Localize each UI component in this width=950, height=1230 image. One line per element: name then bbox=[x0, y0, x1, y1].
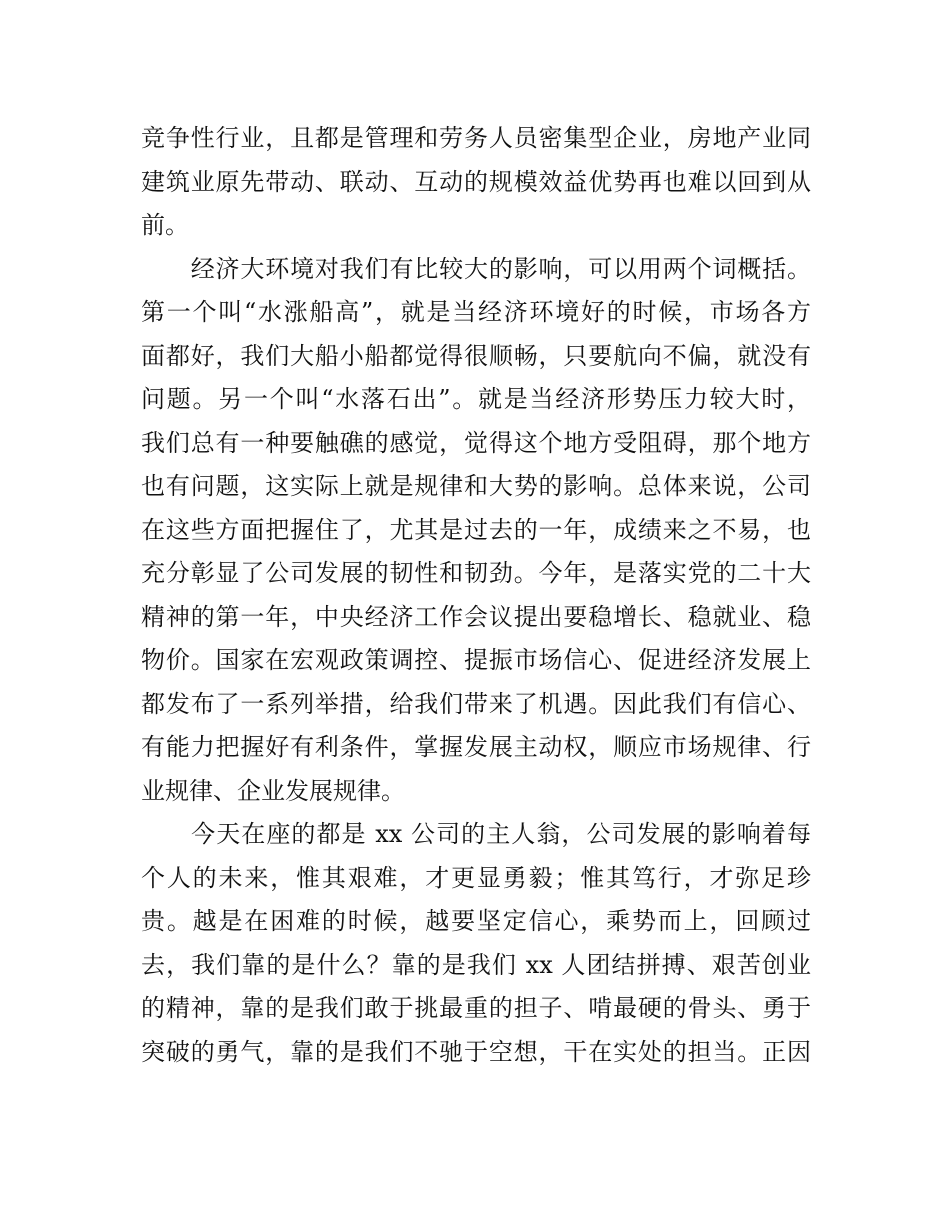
text-line: 问题。另一个叫“水落石出”。就是当经济形势压力较大时， bbox=[141, 385, 811, 413]
text-line: 建筑业原先带动、联动、互动的规模效益优势再也难以回到从 bbox=[141, 167, 811, 196]
text-line: 也有问题，这实际上就是规律和大势的影响。总体来说，公司 bbox=[141, 472, 811, 500]
text-line: 的精神，靠的是我们敢于挑最重的担子、啃最硬的骨头、勇于 bbox=[141, 994, 811, 1022]
text-line: 面都好，我们大船小船都觉得很顺畅，只要航向不偏，就没有 bbox=[141, 341, 811, 370]
text-line: 物价。国家在宏观政策调控、提振市场信心、促进经济发展上 bbox=[141, 646, 811, 674]
text-line: 有能力把握好有利条件，掌握发展主动权，顺应市场规律、行 bbox=[141, 733, 811, 761]
text-line: 精神的第一年，中央经济工作会议提出要稳增长、稳就业、稳 bbox=[141, 602, 811, 631]
paragraph-2 bbox=[141, 248, 811, 814]
paragraph-3 bbox=[141, 813, 811, 1074]
text-line: 都发布了一系列举措，给我们带来了机遇。因此我们有信心、 bbox=[141, 689, 811, 718]
text-line: 充分彰显了公司发展的韧性和韧劲。今年，是落实党的二十大 bbox=[141, 559, 811, 587]
text-line: 去，我们靠的是什么？靠的是我们 xx 人团结拼搏、艰苦创业 bbox=[141, 950, 811, 979]
text-line: 经济大环境对我们有比较大的影响，可以用两个词概括。 bbox=[141, 254, 811, 283]
text-line: 第一个叫“水涨船高”，就是当经济环境好的时候，市场各方 bbox=[141, 298, 811, 326]
text-line: 个人的未来，惟其艰难，才更显勇毅；惟其笃行，才弥足珍 bbox=[141, 863, 811, 892]
text-line: 突破的勇气，靠的是我们不驰于空想，干在实处的担当。正因 bbox=[141, 1037, 811, 1066]
document-body bbox=[141, 117, 811, 1074]
paragraph-1 bbox=[141, 117, 811, 248]
text-line: 竞争性行业，且都是管理和劳务人员密集型企业，房地产业同 bbox=[141, 124, 811, 152]
text-line: 前。 bbox=[141, 211, 189, 239]
text-line: 贵。越是在困难的时候，越要坚定信心，乘势而上，回顾过 bbox=[141, 907, 811, 935]
text-line: 今天在座的都是 xx 公司的主人翁，公司发展的影响着每 bbox=[141, 820, 811, 848]
text-line: 业规律、企业发展规律。 bbox=[141, 776, 405, 805]
text-line: 在这些方面把握住了，尤其是过去的一年，成绩来之不易，也 bbox=[141, 515, 811, 544]
text-line: 我们总有一种要触礁的感觉，觉得这个地方受阻碍，那个地方 bbox=[141, 428, 811, 457]
